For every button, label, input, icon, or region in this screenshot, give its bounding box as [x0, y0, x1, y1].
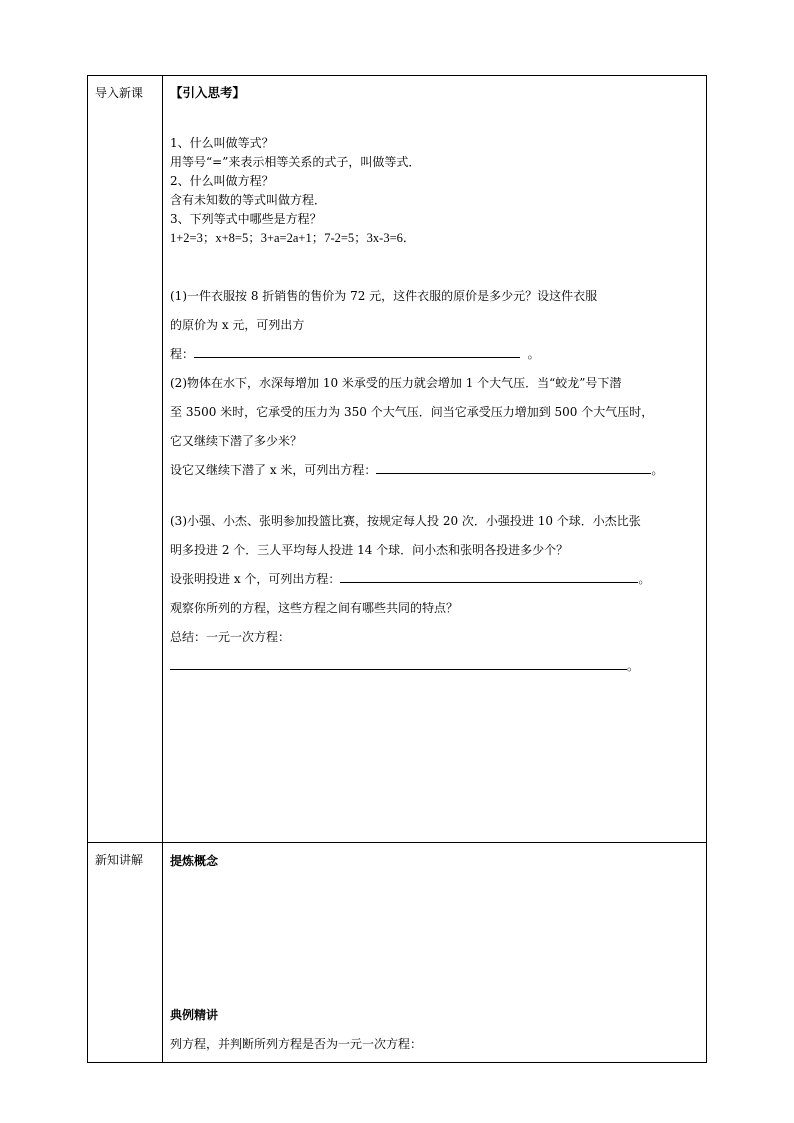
summary-suffix: 。: [627, 659, 640, 673]
answer-1: 用等号“=”来表示相等关系的式子，叫做等式．: [170, 155, 421, 169]
example-heading: 典例精讲: [170, 1008, 219, 1022]
problem-3-line-1: (3)小强、小杰、张明参加投篮比赛，按规定每人投 20 次．小强投进 10 个球．小杰比张: [170, 514, 641, 528]
intro-label-cell: [88, 76, 163, 843]
problem-3-line-2: 明多投进 2 个．三人平均每人投进 14 个球．问小杰和张明各投进多少个？: [170, 543, 569, 557]
new-knowledge-content-cell: [163, 843, 707, 1063]
section-label-intro: 导入新课: [95, 86, 144, 100]
new-knowledge-row: [88, 843, 707, 1063]
summary-answer-line: [170, 652, 698, 681]
equation-list: 1+2=3；x+8=5；3+a=2a+1；7-2=5；3x-3=6．: [170, 231, 416, 245]
question-3: 3、下列等式中哪些是方程？: [170, 212, 322, 226]
intro-heading: 【引入思考】: [170, 85, 246, 100]
intro-row: [88, 76, 707, 843]
intro-content-cell: [163, 76, 707, 843]
new-knowledge-label-cell: [88, 843, 163, 1063]
problem-2-line-1: (2)物体在水下，水深每增加 10 米承受的压力就会增加 1 个大气压．当“蛟龙”号下潜: [170, 376, 622, 390]
question-2: 2、什么叫做方程？: [170, 174, 274, 188]
problem-1-answer-line: [170, 340, 698, 369]
problem-1-line-2: 的原价为 x 元，可列出方: [170, 318, 305, 332]
problem-1-suffix: 。: [527, 347, 540, 361]
lesson-plan-table: [87, 75, 707, 1063]
problem-3-prefix: 设张明投进 x 个，可列出方程：: [170, 572, 341, 586]
problem-3-answer-line: [170, 565, 698, 594]
observe-prompt: 观察你所列的方程，这些方程之间有哪些共同的特点？: [170, 601, 459, 615]
problem-1-prefix: 程：: [170, 347, 195, 361]
summary-blank[interactable]: [170, 655, 627, 670]
problem-1-line-1: (1)一件衣服按 8 折销售的售价为 72 元，这件衣服的原价是多少元？设这件衣服: [170, 289, 598, 303]
problem-2-blank[interactable]: [376, 459, 651, 474]
example-instruction: 列方程，并判断所列方程是否为一元一次方程：: [170, 1037, 423, 1051]
problem-2-line-2: 至 3500 米时，它承受的压力为 350 个大气压．问当它承受压力增加到 500 个大气压时，: [170, 405, 654, 419]
concept-heading: 提炼概念: [170, 854, 219, 868]
problem-3-blank[interactable]: [340, 568, 638, 583]
question-1: 1、什么叫做等式？: [170, 136, 274, 150]
section-label-new-knowledge: 新知讲解: [95, 853, 144, 867]
problem-3-suffix: 。: [638, 572, 651, 586]
problem-2-prefix: 设它又继续下潜了 x 米，可列出方程：: [170, 463, 377, 477]
problem-2-answer-line: [170, 456, 698, 485]
summary-label: 总结：一元一次方程：: [170, 630, 291, 644]
problem-2-suffix: 。: [651, 463, 664, 477]
answer-2: 含有未知数的等式叫做方程．: [170, 193, 327, 207]
problem-2-line-3: 它又继续下潜了多少米？: [170, 434, 303, 448]
problem-1-blank[interactable]: [194, 343, 520, 358]
